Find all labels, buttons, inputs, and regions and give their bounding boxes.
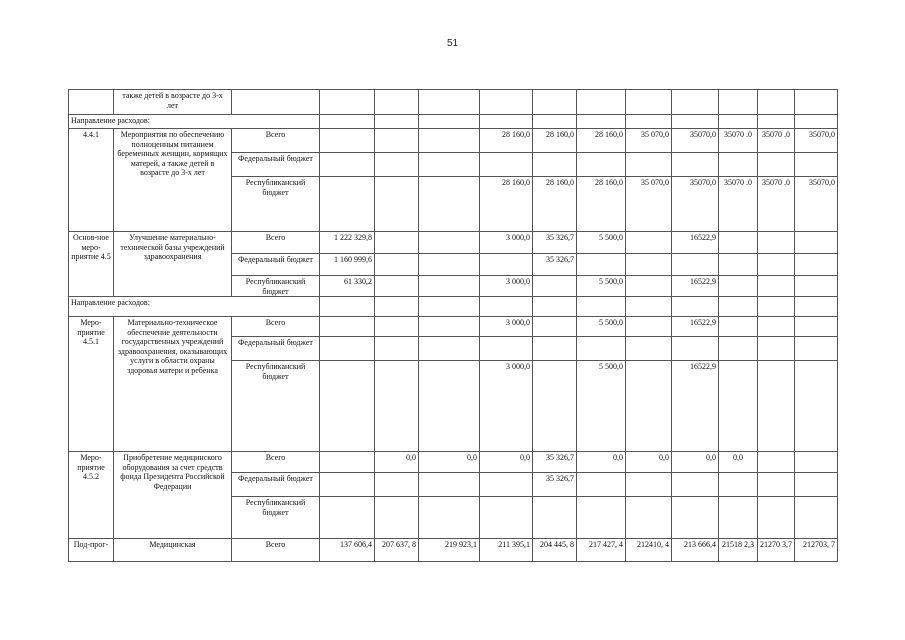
- funding-source: Всего: [232, 232, 320, 254]
- value-cell: 3 000,0: [480, 232, 533, 254]
- value-cell: [795, 473, 838, 497]
- value-cell: 28 160,0: [480, 129, 533, 153]
- value-cell: [795, 276, 838, 297]
- measure-name: Улучшение материально-технической базы учреждений здравоохранения: [114, 232, 232, 297]
- value-cell: [719, 276, 758, 297]
- value-cell: [419, 153, 480, 177]
- value-cell: [577, 337, 626, 361]
- value-cell: [672, 153, 719, 177]
- value-cell: 35070 .0: [758, 129, 795, 153]
- budget-table: [68, 89, 838, 562]
- value-cell: [795, 361, 838, 452]
- value-cell: [375, 232, 419, 254]
- value-cell: [320, 153, 375, 177]
- value-cell: 35 326,7: [533, 473, 577, 497]
- measure-code: Меро-приятие 4.5.1: [69, 317, 114, 452]
- value-cell: [320, 497, 375, 539]
- value-cell: [480, 473, 533, 497]
- value-cell: 35070 .0: [719, 129, 758, 153]
- value-cell: [375, 153, 419, 177]
- value-cell: [626, 232, 672, 254]
- value-cell: 61 330,2: [320, 276, 375, 297]
- value-cell: 35070,0: [672, 177, 719, 232]
- value-cell: [419, 361, 480, 452]
- funding-source: Республиканский бюджет: [232, 497, 320, 539]
- value-cell: [320, 129, 375, 153]
- direction-label: Направление расходов:: [69, 297, 320, 317]
- value-cell: 1 160 999,6: [320, 254, 375, 276]
- value-cell: [533, 337, 577, 361]
- funding-source: Всего: [232, 129, 320, 153]
- value-cell: [719, 232, 758, 254]
- value-cell: [795, 497, 838, 539]
- value-cell: [375, 317, 419, 337]
- value-cell: [533, 497, 577, 539]
- table-row: [69, 452, 838, 473]
- value-cell: [419, 473, 480, 497]
- value-cell: 16522,9: [672, 232, 719, 254]
- measure-name: Мероприятия по обеспечению полноценным питанием беременных женщин, кормящих матерей, а также детей в возрасте до 3-х лет: [114, 129, 232, 232]
- value-cell: [419, 276, 480, 297]
- value-cell: 35070,0: [672, 129, 719, 153]
- value-cell: [719, 473, 758, 497]
- value-cell: [375, 361, 419, 452]
- funding-source: Всего: [232, 539, 320, 562]
- value-cell: 35070,0: [795, 177, 838, 232]
- funding-source: Республиканский бюджет: [232, 177, 320, 232]
- value-cell: 0,0: [672, 452, 719, 473]
- table-row: [69, 232, 838, 254]
- funding-source: Федеральный бюджет: [232, 153, 320, 177]
- funding-source: Федеральный бюджет: [232, 254, 320, 276]
- value-cell: 212703, 7: [795, 539, 838, 562]
- value-cell: 219 923,1: [419, 539, 480, 562]
- value-cell: [758, 276, 795, 297]
- direction-label: Направление расходов:: [69, 115, 320, 129]
- value-cell: [719, 153, 758, 177]
- value-cell: 3 000,0: [480, 317, 533, 337]
- value-cell: [480, 497, 533, 539]
- value-cell: [320, 361, 375, 452]
- value-cell: 0,0: [375, 452, 419, 473]
- measure-code: Под-прог-: [69, 539, 114, 562]
- funding-source: Республиканский бюджет: [232, 361, 320, 452]
- page-number: 51: [446, 38, 459, 49]
- value-cell: 35070 .0: [758, 177, 795, 232]
- value-cell: 0,0: [480, 452, 533, 473]
- value-cell: [375, 254, 419, 276]
- value-cell: [719, 254, 758, 276]
- value-cell: [577, 497, 626, 539]
- value-cell: 0,0: [719, 452, 758, 473]
- value-cell: 35 070,0: [626, 177, 672, 232]
- value-cell: 28 160,0: [577, 129, 626, 153]
- value-cell: [577, 254, 626, 276]
- value-cell: [719, 337, 758, 361]
- value-cell: 213 666,4: [672, 539, 719, 562]
- value-cell: 5 500,0: [577, 232, 626, 254]
- value-cell: 1 222 329,8: [320, 232, 375, 254]
- value-cell: [375, 177, 419, 232]
- value-cell: [320, 337, 375, 361]
- value-cell: 217 427, 4: [577, 539, 626, 562]
- table-row: [69, 90, 838, 115]
- value-cell: [626, 337, 672, 361]
- value-cell: 5 500,0: [577, 276, 626, 297]
- value-cell: [375, 276, 419, 297]
- value-cell: [626, 153, 672, 177]
- value-cell: [719, 497, 758, 539]
- value-cell: 35 070,0: [626, 129, 672, 153]
- value-cell: [419, 232, 480, 254]
- value-cell: [480, 153, 533, 177]
- value-cell: [626, 276, 672, 297]
- funding-source: Федеральный бюджет: [232, 473, 320, 497]
- value-cell: 5 500,0: [577, 361, 626, 452]
- value-cell: [795, 317, 838, 337]
- measure-name: также детей в возрасте до 3-х лет: [114, 90, 232, 115]
- value-cell: [795, 232, 838, 254]
- value-cell: [626, 254, 672, 276]
- value-cell: [719, 317, 758, 337]
- value-cell: 28 160,0: [480, 177, 533, 232]
- value-cell: [795, 153, 838, 177]
- value-cell: [626, 497, 672, 539]
- value-cell: [758, 317, 795, 337]
- value-cell: 21518 2,3: [719, 539, 758, 562]
- value-cell: [320, 452, 375, 473]
- value-cell: [795, 452, 838, 473]
- value-cell: [375, 497, 419, 539]
- value-cell: 0,0: [577, 452, 626, 473]
- table-row: [69, 539, 838, 562]
- value-cell: 35070,0: [795, 129, 838, 153]
- value-cell: [533, 153, 577, 177]
- value-cell: 16522,9: [672, 317, 719, 337]
- funding-source: Республиканский бюджет: [232, 276, 320, 297]
- value-cell: [758, 452, 795, 473]
- value-cell: [795, 337, 838, 361]
- funding-source: Федеральный бюджет: [232, 337, 320, 361]
- value-cell: 212410, 4: [626, 539, 672, 562]
- value-cell: [419, 254, 480, 276]
- measure-name: Приобретение медицинского оборудования за счет средств фонда Президента Российской Федерации: [114, 452, 232, 539]
- value-cell: [758, 254, 795, 276]
- value-cell: 35 326,7: [533, 254, 577, 276]
- value-cell: 21270 3,7: [758, 539, 795, 562]
- value-cell: 16522,9: [672, 361, 719, 452]
- value-cell: [672, 254, 719, 276]
- value-cell: [375, 129, 419, 153]
- value-cell: 3 000,0: [480, 276, 533, 297]
- value-cell: 16522,9: [672, 276, 719, 297]
- funding-source: Всего: [232, 452, 320, 473]
- value-cell: [758, 497, 795, 539]
- value-cell: [320, 473, 375, 497]
- value-cell: [758, 361, 795, 452]
- value-cell: [533, 276, 577, 297]
- value-cell: [672, 497, 719, 539]
- value-cell: [480, 337, 533, 361]
- value-cell: [672, 337, 719, 361]
- value-cell: [320, 177, 375, 232]
- value-cell: [795, 254, 838, 276]
- measure-code: 4.4.1: [69, 129, 114, 232]
- value-cell: 28 160,0: [577, 177, 626, 232]
- value-cell: [626, 473, 672, 497]
- value-cell: [375, 337, 419, 361]
- value-cell: [577, 153, 626, 177]
- value-cell: [758, 473, 795, 497]
- table-row: [69, 129, 838, 153]
- value-cell: [480, 254, 533, 276]
- value-cell: 137 606,4: [320, 539, 375, 562]
- value-cell: 35070 .0: [719, 177, 758, 232]
- value-cell: [672, 473, 719, 497]
- value-cell: [626, 317, 672, 337]
- value-cell: 0,0: [419, 452, 480, 473]
- value-cell: [758, 337, 795, 361]
- funding-source: Всего: [232, 317, 320, 337]
- value-cell: 211 395,1: [480, 539, 533, 562]
- value-cell: 0,0: [626, 452, 672, 473]
- value-cell: [758, 153, 795, 177]
- value-cell: [533, 361, 577, 452]
- measure-name: Медицинская: [114, 539, 232, 562]
- value-cell: [419, 129, 480, 153]
- value-cell: [419, 497, 480, 539]
- value-cell: [577, 473, 626, 497]
- value-cell: 28 160,0: [533, 129, 577, 153]
- value-cell: [419, 337, 480, 361]
- value-cell: [419, 317, 480, 337]
- value-cell: [375, 473, 419, 497]
- value-cell: [320, 317, 375, 337]
- table-row: [69, 115, 838, 129]
- value-cell: 207 637, 8: [375, 539, 419, 562]
- measure-code: Основ-ное меро-приятие 4.5: [69, 232, 114, 297]
- value-cell: [419, 177, 480, 232]
- measure-name: Материально-техническое обеспечение деятельности государственных учреждений здравоохранения, оказывающих услуги в области охраны здоровья матери и ребенка: [114, 317, 232, 452]
- value-cell: 28 160,0: [533, 177, 577, 232]
- value-cell: 5 500,0: [577, 317, 626, 337]
- table-row: [69, 297, 838, 317]
- value-cell: 35 326,7: [533, 452, 577, 473]
- value-cell: [533, 317, 577, 337]
- value-cell: 3 000,0: [480, 361, 533, 452]
- measure-code: Меро-приятие 4.5.2: [69, 452, 114, 539]
- value-cell: 204 445, 8: [533, 539, 577, 562]
- value-cell: [719, 361, 758, 452]
- value-cell: [626, 361, 672, 452]
- table-row: [69, 317, 838, 337]
- value-cell: [758, 232, 795, 254]
- value-cell: 35 326,7: [533, 232, 577, 254]
